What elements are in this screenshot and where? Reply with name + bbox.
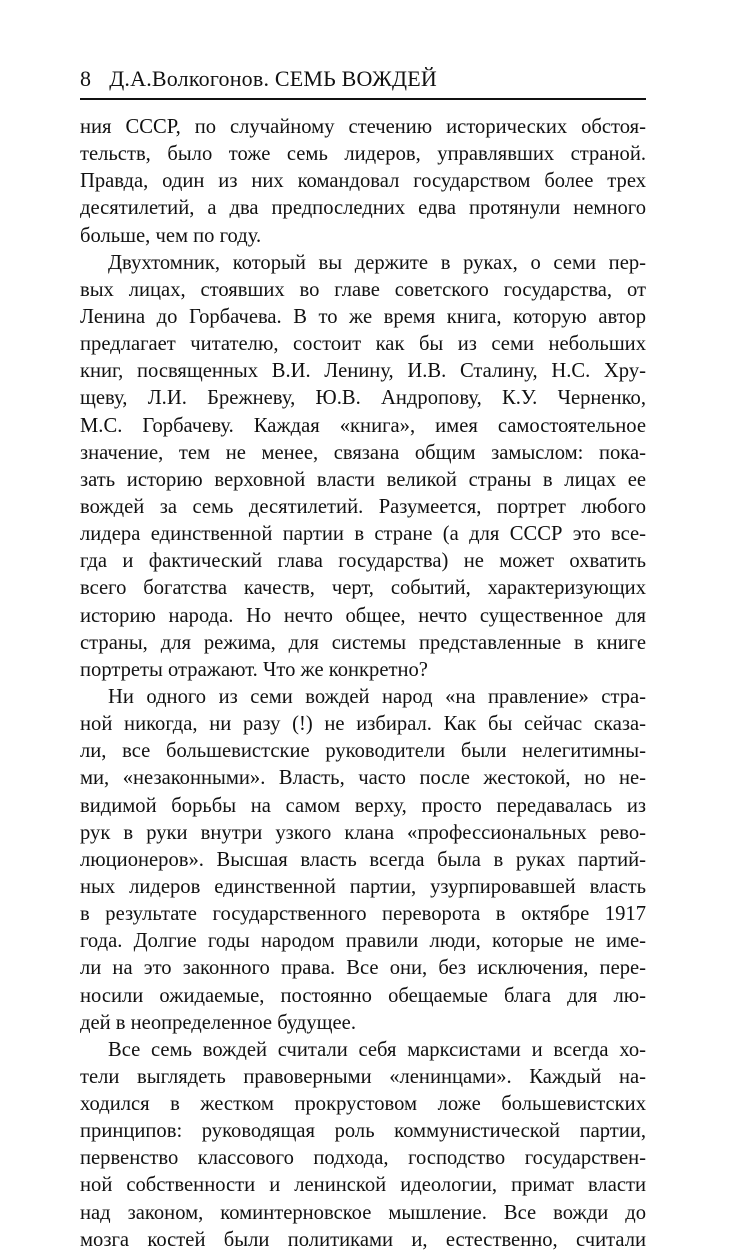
- text-line: ных лидеров единственной партии, узурпировавшей власть: [80, 875, 646, 898]
- text-line: лидера единственной партии в стране (а для СССР это все-: [80, 523, 646, 546]
- author-and-book-title: Д.А.Волкогонов. СЕМЬ ВОЖДЕЙ: [109, 66, 437, 91]
- text-line: первенство классового подхода, господство государствен-: [80, 1147, 646, 1170]
- text-line: предлагает читателю, состоит как бы из семи небольших: [80, 333, 646, 356]
- text-line: Двухтомник, который вы держите в руках, о семи пер-: [108, 251, 646, 274]
- text-line: десятилетий, а два предпоследних едва протянули немного: [80, 197, 646, 220]
- text-line: года. Долгие годы народом правили люди, которые не име-: [80, 930, 646, 953]
- text-line: мозга костей были политиками и, естественно, считали: [80, 1228, 646, 1251]
- text-line: Ни одного из семи вождей народ «на правление» стра-: [108, 685, 646, 708]
- text-line: книг, посвященных В.И. Ленину, И.В. Сталину, Н.С. Хру-: [80, 360, 646, 383]
- text-line: тели выглядеть правоверными «ленинцами». Каждый на-: [80, 1065, 646, 1088]
- text-line: ной собственности и ленинской идеологии, примат власти: [80, 1174, 646, 1197]
- text-line: ной никогда, ни разу (!) не избирал. Как бы сейчас сказа-: [80, 713, 646, 736]
- text-line: тельств, было тоже семь лидеров, управлявших страной.: [80, 143, 646, 166]
- text-line: страны, для режима, для системы представленные в книге: [80, 631, 646, 654]
- text-line: Правда, один из них командовал государством более трех: [80, 170, 646, 193]
- text-line: ли, все большевистские руководители были нелегитимны-: [80, 740, 646, 763]
- text-line: видимой борьбы на самом верху, просто передавалась из: [80, 794, 646, 817]
- text-line: ли на это законного права. Все они, без исключения, пере-: [80, 957, 646, 980]
- book-page: [80, 66, 646, 1254]
- text-line: Все семь вождей считали себя марксистами и всегда хо-: [108, 1038, 646, 1061]
- text-line: в результате государственного переворота в октябре 1917: [80, 903, 646, 926]
- text-line: вых лицах, стоявших во главе советского государства, от: [80, 278, 646, 301]
- text-line: Ленина до Горбачева. В то же время книга, которую автор: [80, 305, 646, 328]
- text-line: портреты отражают. Что же конкретно?: [80, 658, 428, 681]
- text-line: над законом, коминтерновское мышление. Все вожди до: [80, 1201, 646, 1224]
- text-line: больше, чем по году.: [80, 224, 262, 247]
- text-line: принципов: руководящая роль коммунистической партии,: [80, 1120, 646, 1143]
- text-line: зать историю верховной власти великой страны в лицах ее: [80, 468, 646, 491]
- page-number: 8: [80, 66, 92, 91]
- text-line: ния СССР, по случайному стечению исторических обстоя-: [80, 116, 646, 138]
- text-line: рук в руки внутри узкого клана «профессиональных рево-: [80, 821, 646, 844]
- body-text: [80, 114, 646, 1254]
- text-line: щеву, Л.И. Брежневу, Ю.В. Андропову, К.У. Черненко,: [80, 387, 646, 410]
- text-line: М.С. Горбачеву. Каждая «книга», имея самостоятельное: [80, 414, 646, 437]
- text-line: дей в неопределенное будущее.: [80, 1011, 356, 1034]
- running-head: [80, 66, 646, 100]
- text-line: значение, тем не менее, связана общим замыслом: пока-: [80, 441, 646, 464]
- text-line: историю народа. Но нечто общее, нечто существенное для: [80, 604, 646, 627]
- text-line: люционеров». Высшая власть всегда была в руках партий-: [80, 848, 646, 871]
- text-line: носили ожидаемые, постоянно обещаемые блага для лю-: [80, 984, 646, 1007]
- text-line: гда и фактический глава государства) не может охватить: [80, 550, 646, 573]
- text-line: всего богатства качеств, черт, событий, характеризующих: [80, 577, 646, 600]
- text-line: ми, «незаконными». Власть, часто после жестокой, но не-: [80, 767, 646, 790]
- text-line: ходился в жестком прокрустовом ложе большевистских: [80, 1093, 646, 1116]
- text-line: вождей за семь десятилетий. Разумеется, портрет любого: [80, 495, 646, 518]
